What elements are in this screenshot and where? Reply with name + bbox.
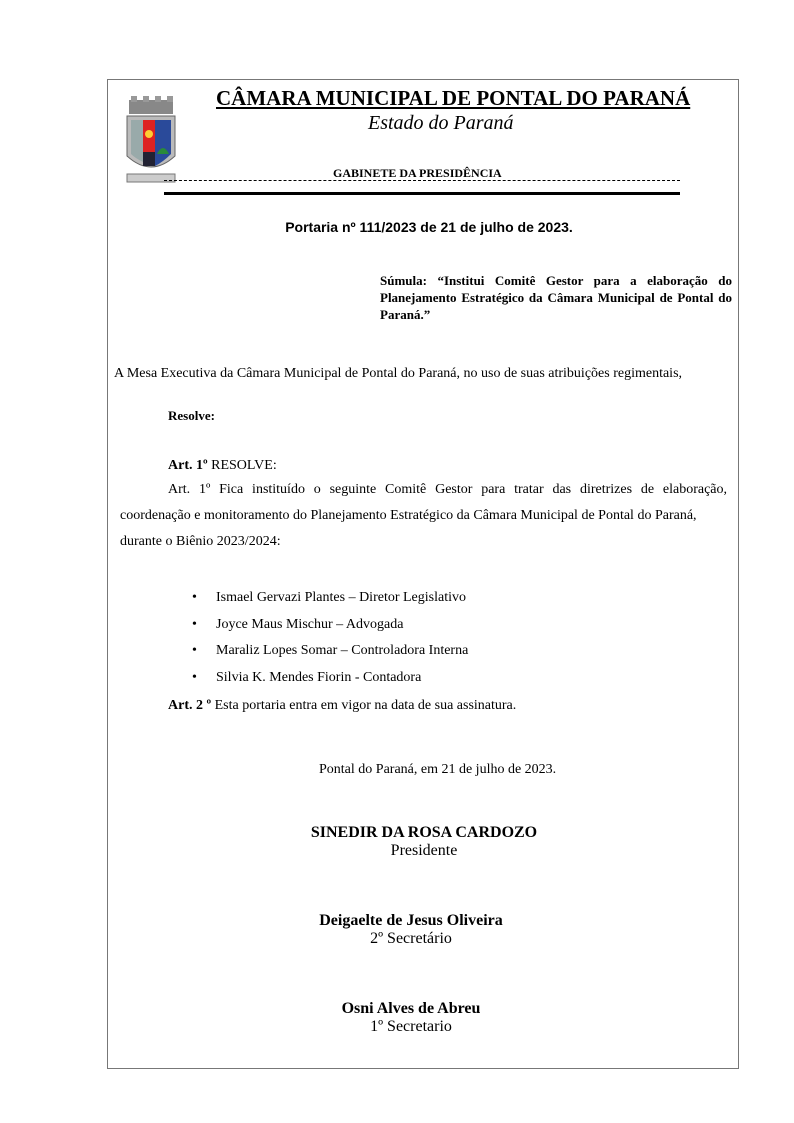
signatory-name: SINEDIR DA ROSA CARDOZO [310,824,538,841]
place-date: Pontal do Paraná, em 21 de julho de 2023. [319,762,557,777]
list-item: • Silvia K. Mendes Fiorin - Contadora [192,669,422,685]
art2-text: Esta portaria entra em vigor na data de sua assinatura. [211,698,517,713]
department-label: GABINETE DA PRESIDÊNCIA [333,166,502,180]
sumula: Súmula: “Institui Comitê Gestor para a elaboração do Planejamento Estratégico da Câmara Municipal de Pontal do Paraná.” [380,273,732,322]
members-list [192,585,468,691]
institution-title: CÂMARA MUNICIPAL DE PONTAL DO PARANÁ [216,86,691,110]
list-item: • Ismael Gervazi Plantes – Diretor Legislativo [192,590,466,605]
dashed-divider [164,180,680,187]
intro-paragraph: A Mesa Executiva da Câmara Municipal de Pontal do Paraná, no uso de suas atribuições regimentais, [114,366,683,381]
coat-of-arms-logo [121,96,181,186]
member-name: Joyce Maus Mischur – Advogada [216,616,404,632]
art1-line2: coordenação e monitoramento do Planejamento Estratégico da Câmara Municipal de Pontal do Paraná, [120,508,697,523]
art1-line1: Art. 1º Fica instituído o seguinte Comitê Gestor para tratar das diretrizes de elaboração, [168,482,727,497]
art1-title: RESOLVE: [207,458,277,473]
art2 [168,698,516,714]
signature-block [310,824,538,860]
member-name: Maraliz Lopes Somar – Controladora Interna [216,643,469,658]
signatory-role: 1º Secretario [370,1018,452,1035]
member-name: Silvia K. Mendes Fiorin - Contadora [216,669,422,685]
state-subtitle: Estado do Paraná [368,112,514,134]
header-rule [164,192,680,195]
portaria-title: Portaria nº 111/2023 de 21 de julho de 2023. [285,219,573,235]
list-item: • Joyce Maus Mischur – Advogada [192,616,404,632]
signatory-role: Presidente [390,842,458,859]
signatory-role: 2º Secretário [370,930,452,947]
resolve-label: Resolve: [168,408,215,423]
member-name: Ismael Gervazi Plantes – Diretor Legislativo [216,590,466,605]
signatory-name: Deigaelte de Jesus Oliveira [319,912,503,929]
signature-block [300,1000,522,1036]
art1-label: Art. 1º [168,458,208,473]
art1-line3: durante o Biênio 2023/2024: [120,534,281,549]
art1-heading [168,458,277,474]
art2-label: Art. 2 º [168,698,212,713]
signature-block [300,912,522,948]
list-item: • Maraliz Lopes Somar – Controladora Interna [192,643,469,658]
signatory-name: Osni Alves de Abreu [341,1000,481,1017]
